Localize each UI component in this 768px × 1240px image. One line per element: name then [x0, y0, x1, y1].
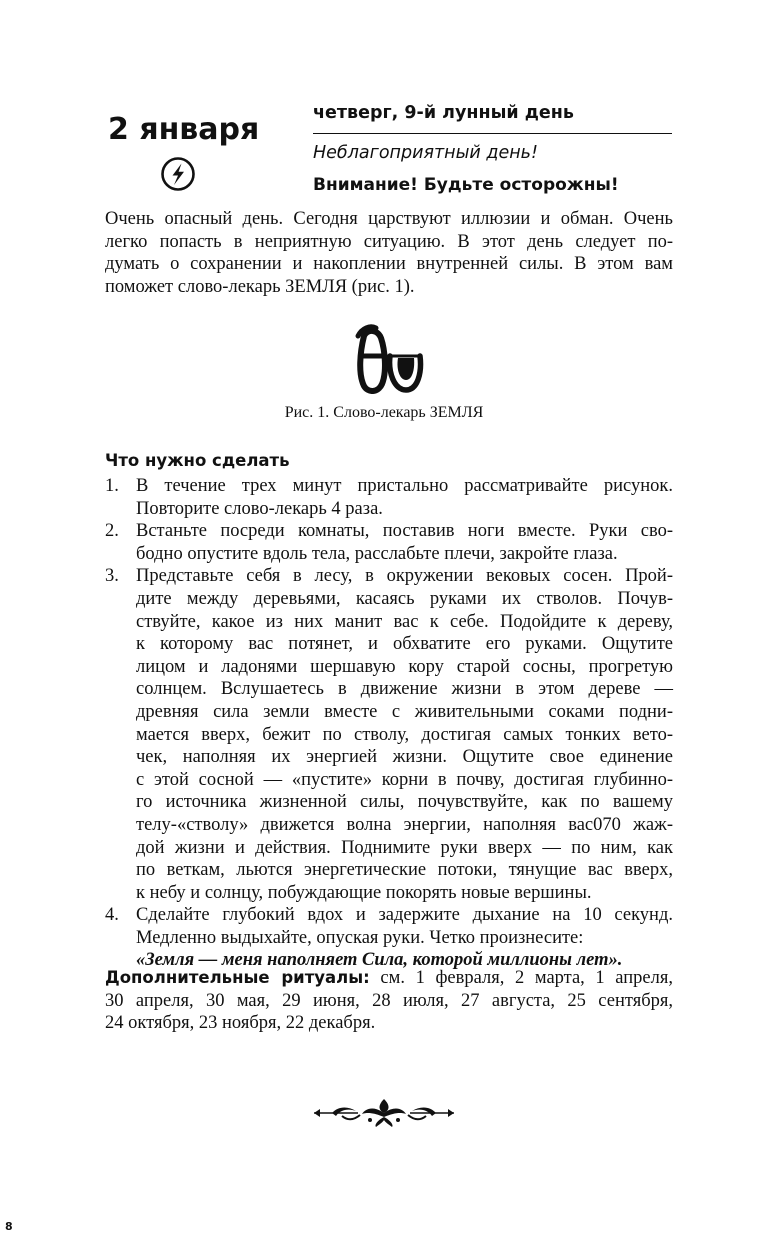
- step-line: к небу и солнцу, побуждающие покорять новые вершины.: [136, 882, 592, 903]
- header-divider: [313, 133, 672, 134]
- step-line: дите между деревьями, касаясь руками их стволов. Почув-: [136, 588, 673, 609]
- section-heading: Что нужно сделать: [105, 451, 290, 470]
- list-item: [105, 475, 673, 520]
- lightning-bolt-icon: [160, 156, 196, 192]
- step-line: с этой сосной — «пустите» корни в почву, достигая глубинно-: [136, 769, 673, 790]
- decorative-ornament: [312, 1096, 456, 1128]
- date-title: 2 января: [108, 112, 260, 147]
- intro-line: Очень опасный день. Сегодня царствуют иллюзии и обман. Очень: [105, 209, 673, 229]
- step-line: ствуйте, какое из них манит вас к себе. Подойдите к дереву,: [136, 611, 673, 632]
- warning-text: Внимание! Будьте осторожны!: [313, 175, 619, 195]
- step-line: Встаньте посреди комнаты, поставив ноги вместе. Руки сво-: [136, 521, 673, 542]
- step-line: В течение трех минут пристально рассматривайте рисунок.: [136, 476, 673, 496]
- step-line: бодно опустите вдоль тела, расслабьте плечи, закройте глаза.: [136, 543, 618, 564]
- list-item: [105, 520, 673, 565]
- step-line: солнцем. Вслушаетесь в движение жизни в этом дереве —: [136, 679, 673, 700]
- step-line: Медленно выдыхайте, опуская руки. Четко произнесите:: [136, 927, 584, 948]
- rituals-line: 24 октября, 23 ноября, 22 декабря.: [105, 1013, 376, 1034]
- step-line: древняя сила земли вместе с живительными соками подни-: [136, 701, 673, 722]
- list-item: [105, 904, 673, 972]
- step-line: Повторите слово-лекарь 4 раза.: [136, 498, 383, 519]
- step-number: 1.: [105, 476, 119, 496]
- step-line: дой жизни и действия. Поднимите руки вверх — по ним, как: [136, 837, 673, 858]
- step-line: по веткам, льются энергетические потоки, тянущие вас вверх,: [136, 860, 673, 881]
- figure-caption: Рис. 1. Слово-лекарь ЗЕМЛЯ: [284, 404, 484, 421]
- step-number: 2.: [105, 521, 119, 542]
- rituals-label: Дополнительные ритуалы:: [105, 968, 370, 987]
- page-number: 8: [5, 1220, 13, 1233]
- step-line: Представьте себя в лесу, в окружении вековых сосен. Прой-: [136, 566, 673, 587]
- step-number: 4.: [105, 905, 119, 926]
- affirmation-quote: «Земля — меня наполняет Сила, которой миллионы лет».: [136, 950, 623, 971]
- intro-line: поможет слово-лекарь ЗЕМЛЯ (рис. 1).: [105, 276, 415, 297]
- step-line: чек, наполняя их энергией жизни. Ощутите свое единение: [136, 747, 673, 768]
- word-healer-glyph-image: [354, 322, 424, 394]
- lunar-day-info: четверг, 9-й лунный день: [313, 103, 574, 123]
- step-number: 3.: [105, 566, 119, 587]
- additional-rituals: [105, 967, 673, 1035]
- rituals-line: [105, 967, 673, 990]
- step-line: Сделайте глубокий вдох и задержите дыхание на 10 секунд.: [136, 905, 673, 926]
- step-line: мается вверх, бежит по стволу, достигая самых тонких вето-: [136, 724, 673, 745]
- day-type: Неблагоприятный день!: [313, 143, 539, 163]
- intro-paragraph: [105, 208, 673, 298]
- intro-line: думать о сохранении и накоплении внутренней силы. В этом вам: [105, 254, 673, 275]
- intro-line: легко попасть в неприятную ситуацию. В этот день следует по-: [105, 231, 673, 252]
- instruction-list: [105, 475, 673, 972]
- step-line: телу-«стволу» движется волна энергии, наполняя вас070 жаж-: [136, 814, 673, 835]
- rituals-line: 30 апреля, 30 мая, 29 июня, 28 июля, 27 августа, 25 сентября,: [105, 990, 673, 1011]
- step-line: лицом и ладонями шершавую кору старой сосны, прогретую: [136, 656, 673, 677]
- step-line: го источника жизненной силы, почувствуйте, как по вашему: [136, 792, 673, 813]
- rituals-dates: см. 1 февраля, 2 марта, 1 апреля,: [369, 968, 673, 988]
- step-line: к которому вас потянет, и обхватите его руками. Ощутите: [136, 634, 673, 655]
- list-item: [105, 565, 673, 904]
